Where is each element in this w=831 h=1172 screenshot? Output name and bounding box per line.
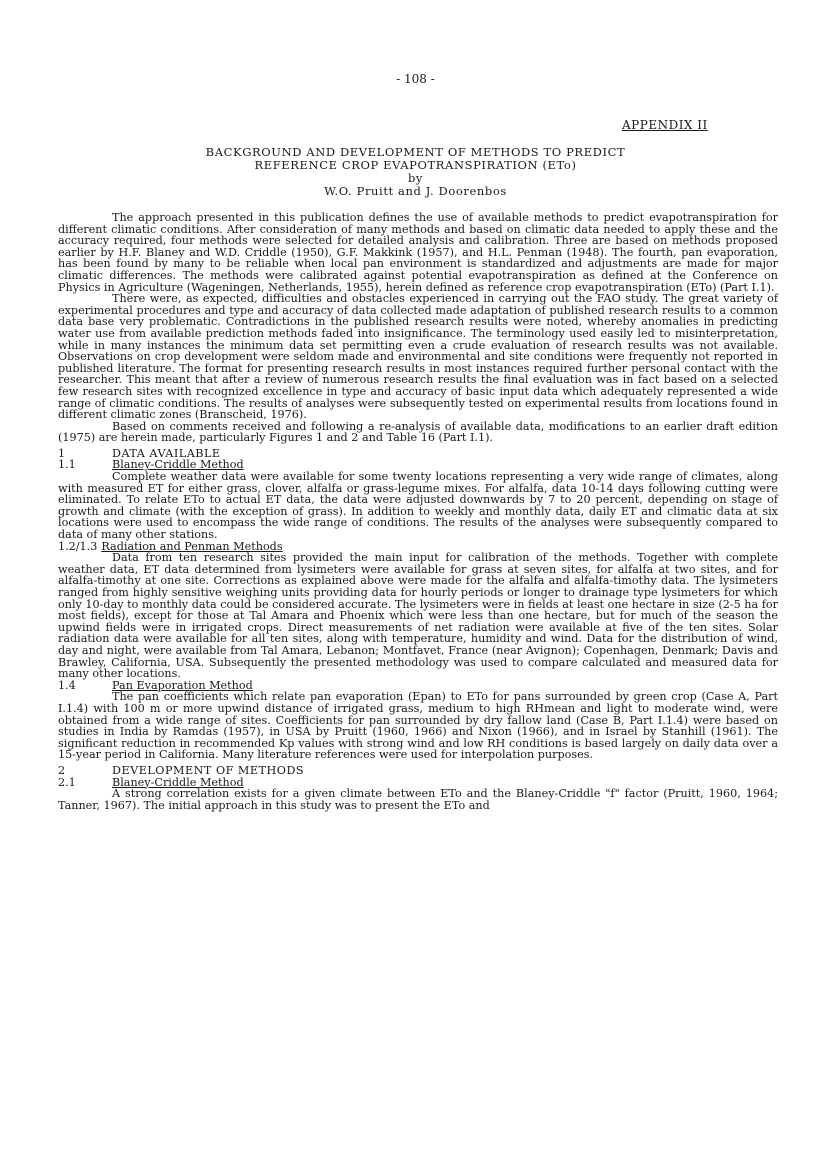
subsection-title: Blaney-Criddle Method	[112, 458, 244, 472]
subsection-title: Blaney-Criddle Method	[112, 775, 244, 789]
subsection-title: Pan Evaporation Method	[112, 678, 253, 692]
section-2-1-text: A strong correlation exists for a given climate between ETo and the Blaney-Criddle "f" factor (Pruitt, 1960, 1964; Tanner, 1967). The initial approach in this study was to present the ETo and	[58, 787, 778, 812]
subsection-number: 2.1	[58, 775, 76, 789]
intro-paragraph-3: Based on comments received and following a re-analysis of available data, modifications to an earlier draft edition (1975) are herein made, particularly Figures 1 and 2 and Table 16 (Part I.1).	[58, 419, 778, 445]
intro-paragraph-2: There were, as expected, difficulties and obstacles experienced in carrying out the FAO study. The great variety of experimental procedures and type and accuracy of data collected made adaptation of published research results to a common data base very problematic. Contradictions in the published research results were noted, whereby anomalies in predicting water use from available prediction methods faded into insignificance. The terminology used easily led to misinterpretation, while in many instances the minimum data set permitting even a crude evaluation of research results was not available. Observations on crop development were seldom made and environmental and site conditions were frequently not reported in published literature. The format for presenting research results in most instances required further personal contact with the researcher. This meant that after a review of numerous research results the final evaluation was in fact based on a selected few research sites with recognized excellence in type and accuracy of basic input data which adequately represented a wide range of climatic conditions. The results of analyses were subsequently tested on experimental results from locations found in different climatic zones (Branscheid, 1976).	[58, 292, 778, 422]
document-title	[0, 146, 831, 198]
title-authors: W.O. Pruitt and J. Doorenbos	[324, 184, 507, 198]
subsection-number: 1.2/1.3	[58, 539, 98, 553]
intro-paragraph-1: The approach presented in this publication defines the use of available methods to predict evapotranspiration for different climatic conditions. After consideration of many methods and based on climatic data needed to apply these and the accuracy required, four methods were selected for detailed analysis and calibration. Three are based on methods proposed earlier by H.F. Blaney and W.D. Criddle (1950), G.F. Makkink (1957), and H.L. Penman (1948). The fourth, pan evaporation, has been found by many to be reliable when local pan environment is standardized and adjustments are made for major climatic differences. The methods were calibrated against potential evapotranspiration as defined at the Conference on Physics in Agriculture (Wageningen, Netherlands, 1955), herein defined as reference crop evapotranspiration (ETo) (Part I.1).	[58, 211, 778, 294]
section-1-4-text: The pan coefficients which relate pan evaporation (Epan) to ETo for pans surrounded by green crop (Case A, Part I.1.4) with 100 m or more upwind distance of irrigated grass, medium to high RHmean and light to moderate wind, were obtained from a wide range of sites. Coefficients for pan surrounded by dry fallow land (Case B, Part I.1.4) were based on studies in India by Ramdas (1957), in USA by Pruitt (1960, 1966) and Nixon (1966), and in Israel by Stanhill (1961). The significant reduction in recommended Kp values with strong wind and low RH conditions is based largely on daily data over a 15-year period in California. Many literature references were used for interpolation purposes.	[58, 690, 778, 762]
title-by: by	[407, 171, 424, 185]
subsection-title: Radiation and Penman Methods	[101, 539, 283, 553]
title-line-1: BACKGROUND AND DEVELOPMENT OF METHODS TO PREDICT	[205, 145, 626, 159]
subsection-number: 1.4	[58, 678, 76, 692]
section-1-2-text: Data from ten research sites provided the main input for calibration of the methods. Together with complete weather data, ET data determined from lysimeters were available for grass at seven sites, for alfalfa at two sites, and for alfalfa-timothy at one site. Corrections as explained above were made for the alfalfa and alfalfa-timothy data. The lysimeters ranged from highly sensitive weighing units providing data for hourly periods or longer to drainage type lysimeters for which only 10-day to monthly data could be considered accurate. The lysimeters were in fields at least one hectare in size (2-5 ha for most fields), except for those at Tal Amara and Phoenix which were less than one hectare, but for much of the season the upwind fields were in irrigated crops. Direct measurements of net radiation were available at five of the ten sites. Solar radiation data were available for all ten sites, along with temperature, humidity and wind. Data for the distribution of wind, day and night, were available from Tal Amara, Lebanon; Montfavet, France (near Avignon); Copenhagen, Denmark; Davis and Brawley, California, USA. Subsequently the presented methodology was used to compare calculated and measured data for many other locations.	[58, 551, 778, 681]
document-body	[58, 212, 778, 811]
section-number: 2	[58, 763, 66, 777]
subsection-number: 1.1	[58, 458, 76, 472]
appendix-label: APPENDIX II	[622, 118, 708, 132]
section-title: DATA AVAILABLE	[112, 446, 221, 460]
section-number: 1	[58, 446, 66, 460]
section-2-heading	[58, 765, 778, 777]
title-line-2: REFERENCE CROP EVAPOTRANSPIRATION (ETo)	[254, 158, 577, 172]
section-1-1-text: Complete weather data were available for some twenty locations representing a very wide range of climates, along with measured ET for either grass, clover, alfalfa or grass-legume mixes. For alfalfa, data 10-14 days following cutting were eliminated. To relate ETo to actual ET data, the data were adjusted downwards by 7 to 20 percent, depending on stage of growth and climate (with the exception of grass). In addition to weekly and monthly data, daily ET and climatic data at six locations were used to encompass the wide range of conditions. The results of the analyses were subsequently compared to data of many other stations.	[58, 470, 778, 542]
section-title: DEVELOPMENT OF METHODS	[112, 763, 305, 777]
page-number: - 108 -	[396, 72, 435, 86]
